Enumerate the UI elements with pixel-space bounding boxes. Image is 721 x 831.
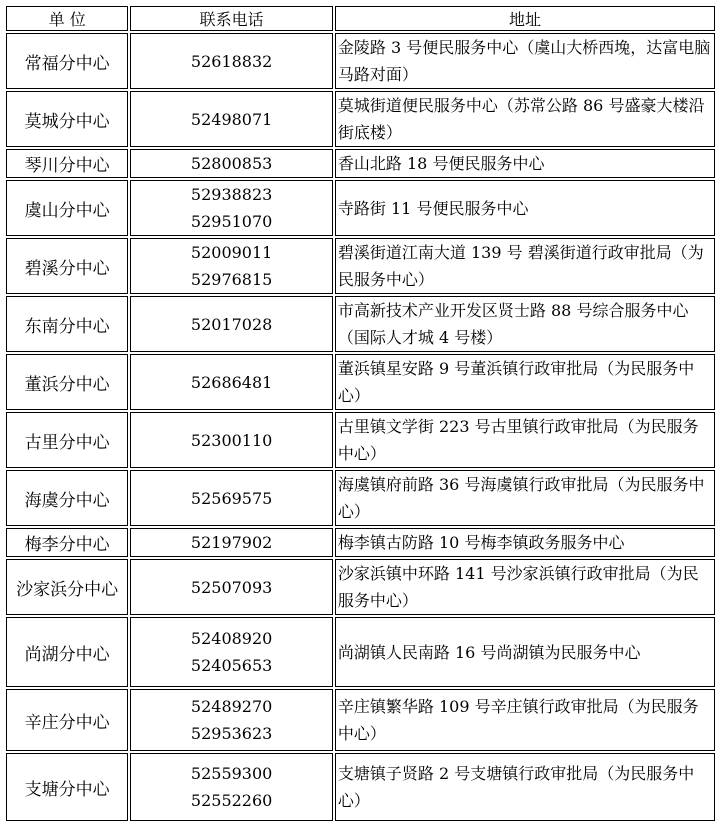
phone-number: 52507093	[190, 577, 273, 597]
phone-number: 52938823	[190, 185, 273, 204]
address-cell: 辛庄镇繁华路 109 号辛庄镇行政审批局（为民服务中心）	[335, 689, 715, 751]
phone-number: 52498071	[190, 109, 273, 129]
phone-cell	[130, 91, 333, 147]
phone-number: 52618832	[190, 51, 273, 71]
unit-cell: 琴川分中心	[6, 149, 128, 178]
service-center-table	[4, 4, 717, 823]
address-cell: 尚湖镇人民南路 16 号尚湖镇为民服务中心	[335, 617, 715, 687]
unit-cell: 海虞分中心	[6, 470, 128, 526]
phone-number: 52800853	[190, 154, 273, 173]
address-cell: 金陵路 3 号便民服务中心（虞山大桥西堍，达富电脑马路对面）	[335, 33, 715, 89]
phone-cell	[130, 559, 333, 615]
unit-cell: 辛庄分中心	[6, 689, 128, 751]
phone-cell	[130, 238, 333, 294]
phone-number: 52009011	[190, 243, 273, 262]
table-row	[6, 689, 715, 751]
unit-cell: 尚湖分中心	[6, 617, 128, 687]
table-row	[6, 528, 715, 557]
phone-number: 52951070	[190, 212, 273, 231]
header-address: 地址	[335, 6, 715, 31]
header-phone: 联系电话	[130, 6, 333, 31]
phone-cell	[130, 753, 333, 821]
address-cell: 梅李镇古防路 10 号梅李镇政务服务中心	[335, 528, 715, 557]
table-row	[6, 180, 715, 236]
address-cell: 支塘镇子贤路 2 号支塘镇行政审批局（为民服务中心）	[335, 753, 715, 821]
phone-number: 52953623	[190, 724, 273, 743]
table-row	[6, 470, 715, 526]
phone-number: 52552260	[190, 791, 273, 810]
phone-number: 52405653	[190, 656, 273, 675]
header-row	[6, 6, 715, 31]
phone-number: 52569575	[190, 488, 273, 508]
address-cell: 碧溪街道江南大道 139 号 碧溪街道行政审批局（为民服务中心）	[335, 238, 715, 294]
table-row	[6, 296, 715, 352]
table-row	[6, 753, 715, 821]
phone-cell	[130, 296, 333, 352]
phone-number: 52489270	[190, 697, 273, 716]
phone-number: 52408920	[190, 629, 273, 648]
phone-number: 52686481	[190, 372, 273, 392]
address-cell: 香山北路 18 号便民服务中心	[335, 149, 715, 178]
unit-cell: 常福分中心	[6, 33, 128, 89]
table-row	[6, 91, 715, 147]
phone-cell	[130, 412, 333, 468]
unit-cell: 虞山分中心	[6, 180, 128, 236]
phone-number: 52197902	[190, 533, 273, 552]
phone-cell	[130, 689, 333, 751]
unit-cell: 碧溪分中心	[6, 238, 128, 294]
header-unit: 单 位	[6, 6, 128, 31]
phone-cell	[130, 354, 333, 410]
phone-cell	[130, 528, 333, 557]
unit-cell: 莫城分中心	[6, 91, 128, 147]
table-row	[6, 149, 715, 178]
phone-cell	[130, 33, 333, 89]
table-row	[6, 238, 715, 294]
table-row	[6, 412, 715, 468]
unit-cell: 沙家浜分中心	[6, 559, 128, 615]
phone-number: 52017028	[190, 314, 273, 334]
unit-cell: 梅李分中心	[6, 528, 128, 557]
address-cell: 古里镇文学街 223 号古里镇行政审批局（为民服务中心）	[335, 412, 715, 468]
table-row	[6, 354, 715, 410]
phone-cell	[130, 180, 333, 236]
phone-cell	[130, 617, 333, 687]
table-row	[6, 33, 715, 89]
phone-number: 52300110	[190, 430, 273, 450]
phone-cell	[130, 149, 333, 178]
table-row	[6, 559, 715, 615]
phone-number: 52559300	[190, 764, 273, 783]
unit-cell: 支塘分中心	[6, 753, 128, 821]
phone-cell	[130, 470, 333, 526]
address-cell: 海虞镇府前路 36 号海虞镇行政审批局（为民服务中心）	[335, 470, 715, 526]
unit-cell: 东南分中心	[6, 296, 128, 352]
phone-number: 52976815	[190, 270, 273, 289]
address-cell: 沙家浜镇中环路 141 号沙家浜镇行政审批局（为民服务中心）	[335, 559, 715, 615]
address-cell: 市高新技术产业开发区贤士路 88 号综合服务中心（国际人才城 4 号楼）	[335, 296, 715, 352]
address-cell: 莫城街道便民服务中心（苏常公路 86 号盛豪大楼沿街底楼）	[335, 91, 715, 147]
address-cell: 董浜镇星安路 9 号董浜镇行政审批局（为民服务中心）	[335, 354, 715, 410]
unit-cell: 古里分中心	[6, 412, 128, 468]
unit-cell: 董浜分中心	[6, 354, 128, 410]
address-cell: 寺路街 11 号便民服务中心	[335, 180, 715, 236]
table-row	[6, 617, 715, 687]
